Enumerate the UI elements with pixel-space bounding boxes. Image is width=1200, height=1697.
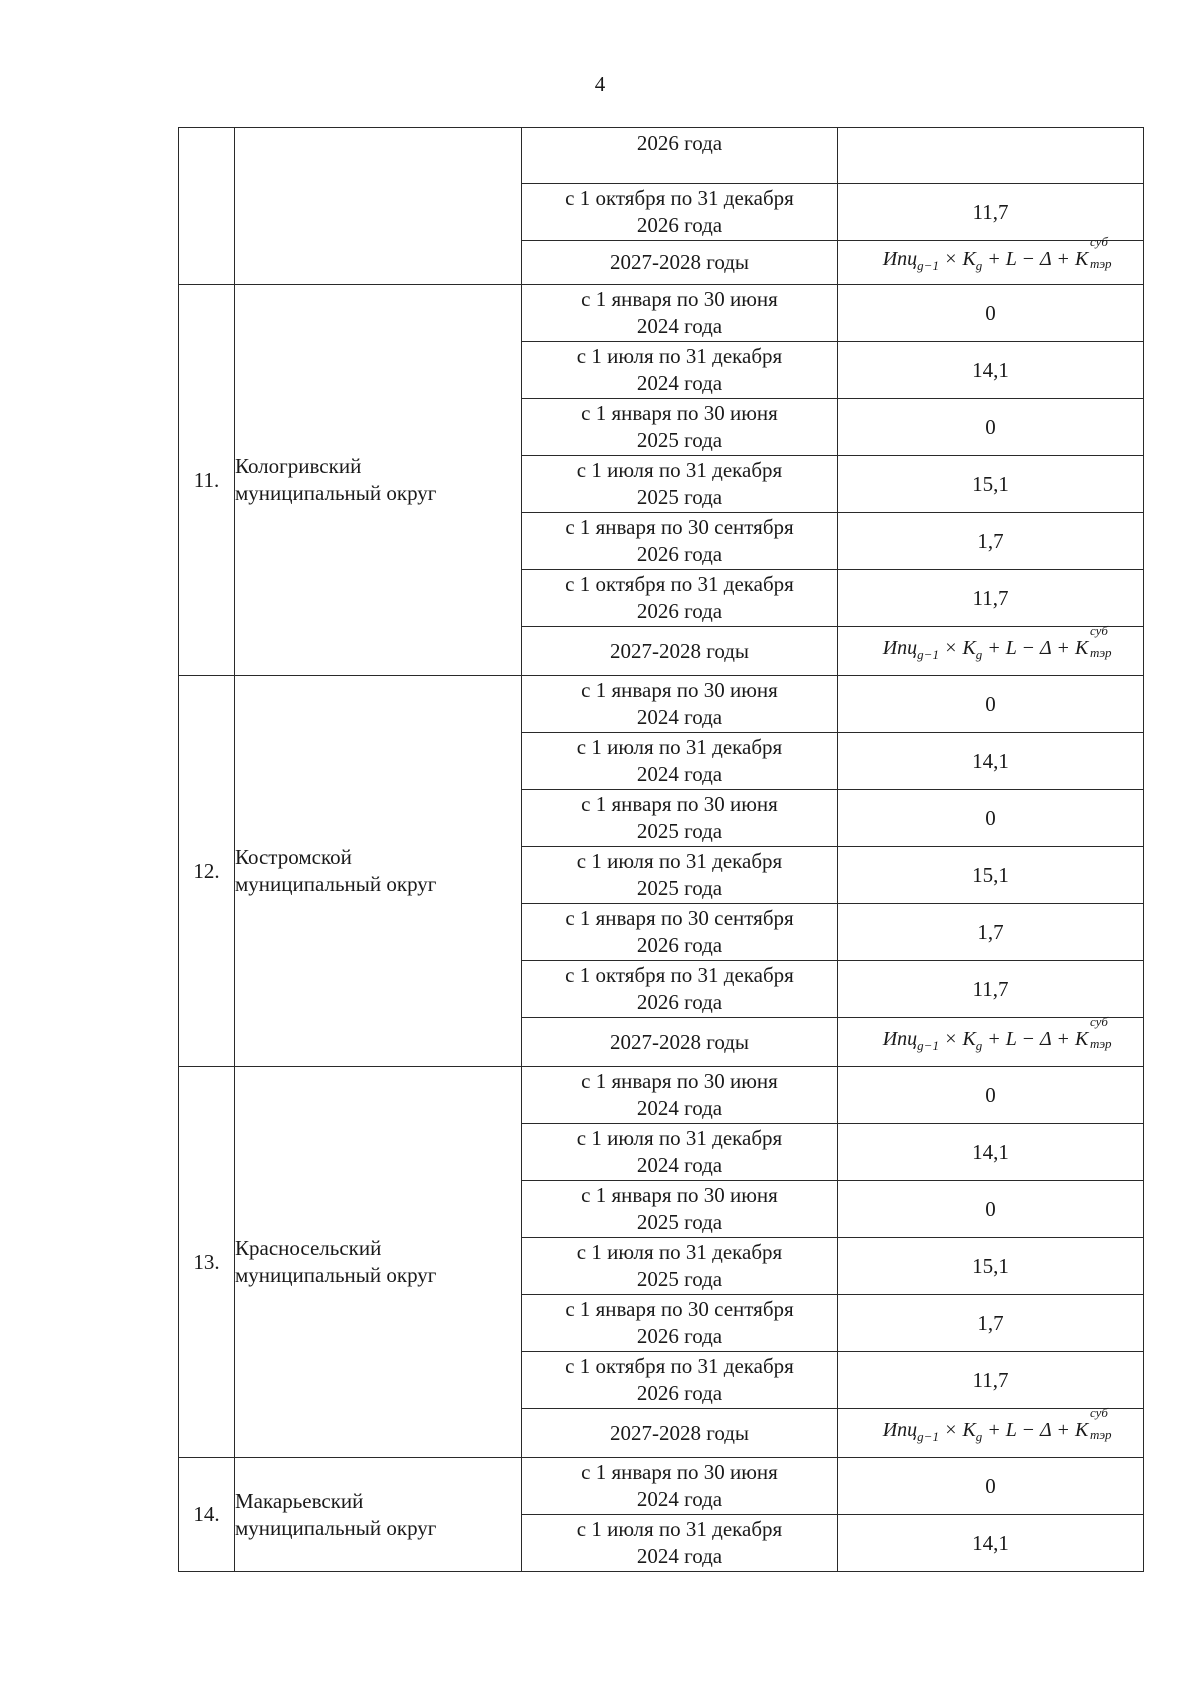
period-cell: 2027-2028 годы [522,241,838,285]
value-cell: 0 [838,790,1144,847]
value-cell [838,234,1144,285]
period-cell: с 1 июля по 31 декабря 2025 года [522,847,838,904]
value-cell: 14,1 [838,1515,1144,1572]
period-cell: с 1 октября по 31 декабря 2026 года [522,184,838,241]
formula: $Ипц_{g-1} \times K_g + L - \Delta + K$ суб тэр [882,622,1112,662]
value-cell: 15,1 [838,456,1144,513]
value-cell: 14,1 [838,342,1144,399]
value-cell: 11,7 [838,184,1144,241]
period-cell: с 1 июля по 31 декабря 2024 года [522,1124,838,1181]
period-cell: 2027-2028 годы [522,1409,838,1458]
formula: $Ипц_{g-1} \times K_g + L - \Delta + K$ суб тэр [882,234,1112,273]
value-cell: 11,7 [838,1352,1144,1409]
value-cell [838,622,1144,676]
row-number-cell: 12. [179,676,235,1067]
value-cell [838,1404,1144,1458]
tariff-table [178,127,1144,1572]
row-number-cell: 14. [179,1458,235,1572]
period-cell: с 1 января по 30 июня 2025 года [522,1181,838,1238]
value-cell: 15,1 [838,1238,1144,1295]
district-name-cell: Кологривский муниципальный округ [235,285,522,676]
period-cell: с 1 октября по 31 декабря 2026 года [522,961,838,1018]
row-number-cell: 13. [179,1067,235,1458]
period-cell: с 1 июля по 31 декабря 2024 года [522,342,838,399]
formula: $Ипц_{g-1} \times K_g + L - \Delta + K$ суб тэр [882,1404,1112,1444]
period-cell: с 1 января по 30 июня 2025 года [522,790,838,847]
value-cell: 0 [838,1067,1144,1124]
page-number: 4 [594,72,606,96]
value-cell: 14,1 [838,733,1144,790]
table-row [179,676,1144,733]
value-cell: 1,7 [838,513,1144,570]
formula: $Ипц_{g-1} \times K_g + L - \Delta + K$ суб тэр [882,1013,1112,1053]
period-cell: с 1 января по 30 июня 2024 года [522,285,838,342]
period-cell: с 1 июля по 31 декабря 2025 года [522,1238,838,1295]
value-cell: 11,7 [838,961,1144,1018]
period-cell: с 1 октября по 31 декабря 2026 года [522,1352,838,1409]
period-cell: с 1 июля по 31 декабря 2024 года [522,1515,838,1572]
value-cell: 1,7 [838,904,1144,961]
row-number-cell [179,128,235,285]
value-cell: 0 [838,285,1144,342]
period-cell: 2027-2028 годы [522,1018,838,1067]
district-name-cell: Красносельский муниципальный округ [235,1067,522,1458]
period-cell: с 1 января по 30 июня 2024 года [522,1067,838,1124]
value-cell: 11,7 [838,570,1144,627]
period-cell: 2027-2028 годы [522,627,838,676]
period-cell: с 1 января по 30 сентября 2026 года [522,1295,838,1352]
period-cell: с 1 января по 30 июня 2025 года [522,399,838,456]
value-cell: 14,1 [838,1124,1144,1181]
district-name-cell: Костромской муниципальный округ [235,676,522,1067]
table-row [179,1458,1144,1515]
table-row [179,1067,1144,1124]
period-cell: 2026 года [522,128,838,184]
value-cell: 15,1 [838,847,1144,904]
district-name-cell: Макарьевский муниципальный округ [235,1458,522,1572]
value-cell: 0 [838,1458,1144,1515]
value-cell: 0 [838,399,1144,456]
period-cell: с 1 января по 30 июня 2024 года [522,676,838,733]
period-cell: с 1 января по 30 сентября 2026 года [522,513,838,570]
value-cell [838,128,1144,184]
value-cell: 0 [838,676,1144,733]
period-cell: с 1 июля по 31 декабря 2024 года [522,733,838,790]
table-row [179,128,1144,184]
row-number-cell: 11. [179,285,235,676]
table-row [179,285,1144,342]
period-cell: с 1 января по 30 сентября 2026 года [522,904,838,961]
district-name-cell [235,128,522,285]
value-cell: 0 [838,1181,1144,1238]
period-cell: с 1 июля по 31 декабря 2025 года [522,456,838,513]
value-cell: 1,7 [838,1295,1144,1352]
value-cell [838,1013,1144,1067]
period-cell: с 1 октября по 31 декабря 2026 года [522,570,838,627]
period-cell: с 1 января по 30 июня 2024 года [522,1458,838,1515]
